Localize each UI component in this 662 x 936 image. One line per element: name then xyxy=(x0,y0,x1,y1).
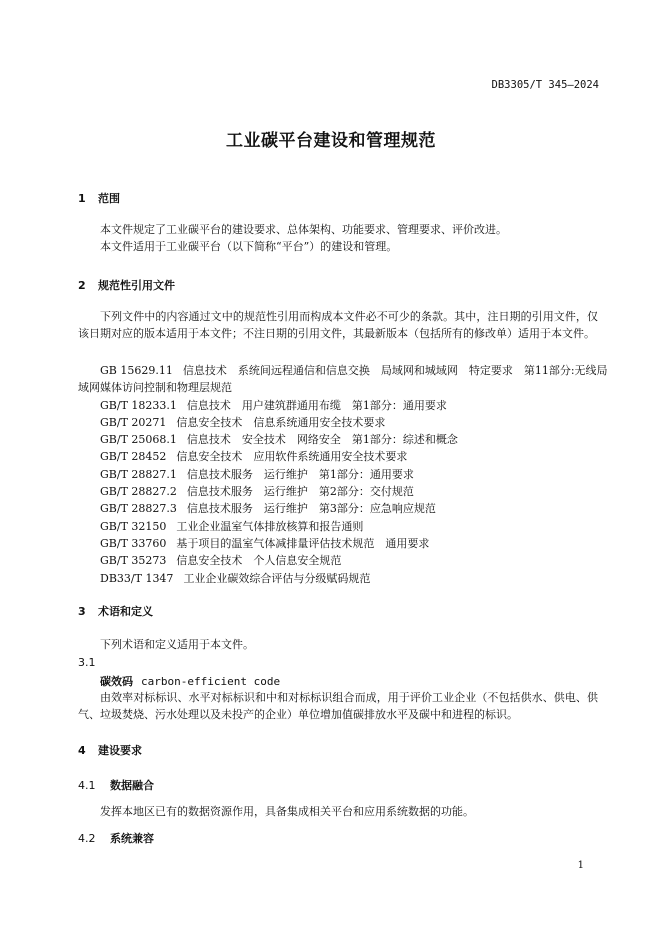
section-title: 建设要求 xyxy=(98,744,142,757)
subsection-title: 系统兼容 xyxy=(110,832,154,845)
reference-code: GB/T 28452 xyxy=(100,450,167,464)
document-code: DB3305/T 345—2024 xyxy=(491,79,599,91)
subsection-number: 4.1 xyxy=(78,779,96,792)
section-number: 3 xyxy=(78,605,86,618)
section-2-intro: 下列文件中的内容通过文中的规范性引用而构成本文件必不可少的条款。其中，注日期的引用文件，仅该日期对应的版本适用于本文件；不注日期的引用文件，其最新版本（包括所有的修改单）适用于本文件。 xyxy=(78,310,598,340)
reference-item xyxy=(78,431,608,448)
reference-code: GB/T 35273 xyxy=(100,554,167,568)
normative-references-list xyxy=(78,362,608,587)
reference-code: GB/T 20271 xyxy=(100,415,167,429)
section-2-heading xyxy=(78,277,175,293)
reference-item xyxy=(78,466,608,483)
section-number: 1 xyxy=(78,192,86,205)
reference-code: DB33/T 1347 xyxy=(100,571,174,585)
reference-item xyxy=(78,414,608,431)
section-1-heading xyxy=(78,190,120,206)
reference-item xyxy=(78,397,608,414)
reference-title: 信息技术服务 运行维护 第2部分：交付规范 xyxy=(186,485,414,499)
section-4-heading xyxy=(78,742,142,758)
reference-item xyxy=(78,535,608,552)
reference-code: GB 15629.11 xyxy=(100,364,173,377)
reference-title: 信息技术服务 运行维护 第1部分：通用要求 xyxy=(186,467,414,481)
section-3-intro: 下列术语和定义适用于本文件。 xyxy=(100,638,254,651)
document-title: 工业碳平台建设和管理规范 xyxy=(226,131,436,151)
subsection-number: 4.2 xyxy=(78,832,96,845)
term-chinese: 碳效码 xyxy=(100,675,133,688)
reference-code: GB/T 28827.3 xyxy=(100,502,177,516)
section-1-paragraph-1: 本文件规定了工业碳平台的建设要求、总体架构、功能要求、管理要求、评价改进。 xyxy=(100,223,507,236)
subsection-4-2-heading xyxy=(78,830,154,846)
reference-code: GB/T 25068.1 xyxy=(100,433,177,447)
term-english: carbon-efficient code xyxy=(141,675,281,688)
reference-code: GB/T 18233.1 xyxy=(100,398,177,412)
reference-code: GB/T 33760 xyxy=(100,536,167,550)
reference-item xyxy=(78,362,608,397)
section-number: 2 xyxy=(78,279,86,292)
page-number: 1 xyxy=(577,860,584,871)
subsection-4-1-heading xyxy=(78,777,154,793)
section-3-heading xyxy=(78,603,153,619)
reference-title: 信息技术 用户建筑群通用布缆 第1部分：通用要求 xyxy=(186,398,447,412)
reference-item xyxy=(78,483,608,500)
reference-title: 工业企业碳效综合评估与分级赋码规范 xyxy=(183,571,371,585)
reference-title: 信息安全技术 个人信息安全规范 xyxy=(176,554,342,568)
reference-title: 信息技术 安全技术 网络安全 第1部分：综述和概念 xyxy=(186,433,458,447)
reference-title: 信息技术 系统间远程通信和信息交换 局域网和城域网 特定要求 第11部分:无线局域网媒体访问控制和物理层规范 xyxy=(78,364,608,395)
reference-title: 工业企业温室气体排放核算和报告通则 xyxy=(176,519,364,533)
reference-code: GB/T 28827.2 xyxy=(100,485,177,499)
reference-item xyxy=(78,552,608,569)
section-title: 范围 xyxy=(98,192,120,205)
subsection-4-1-text: 发挥本地区已有的数据资源作用，具备集成相关平台和应用系统数据的功能。 xyxy=(100,805,474,818)
reference-item xyxy=(78,518,608,535)
subsection-title: 数据融合 xyxy=(110,779,154,792)
reference-item xyxy=(78,500,608,517)
reference-item xyxy=(78,570,608,587)
section-1-paragraph-2: 本文件适用于工业碳平台（以下简称“平台”）的建设和管理。 xyxy=(100,240,398,253)
reference-title: 基于项目的温室气体减排量评估技术规范 通用要求 xyxy=(176,536,430,550)
section-number: 4 xyxy=(78,744,86,757)
term-definition: 由效率对标标识、水平对标标识和中和对标标识组合而成，用于评价工业企业（不包括供水、供电、供气、垃圾焚烧、污水处理以及未投产的企业）单位增加值碳排放水平及碳中和进程的标识。 xyxy=(78,691,598,721)
section-title: 术语和定义 xyxy=(98,605,153,618)
reference-code: GB/T 32150 xyxy=(100,519,167,533)
reference-code: GB/T 28827.1 xyxy=(100,467,177,481)
reference-title: 信息技术服务 运行维护 第3部分：应急响应规范 xyxy=(186,502,436,516)
reference-title: 信息安全技术 应用软件系统通用安全技术要求 xyxy=(176,450,408,464)
section-title: 规范性引用文件 xyxy=(98,279,175,292)
term-number: 3.1 xyxy=(78,656,96,669)
term-entry xyxy=(100,673,280,689)
reference-item xyxy=(78,448,608,465)
reference-title: 信息安全技术 信息系统通用安全技术要求 xyxy=(176,415,386,429)
